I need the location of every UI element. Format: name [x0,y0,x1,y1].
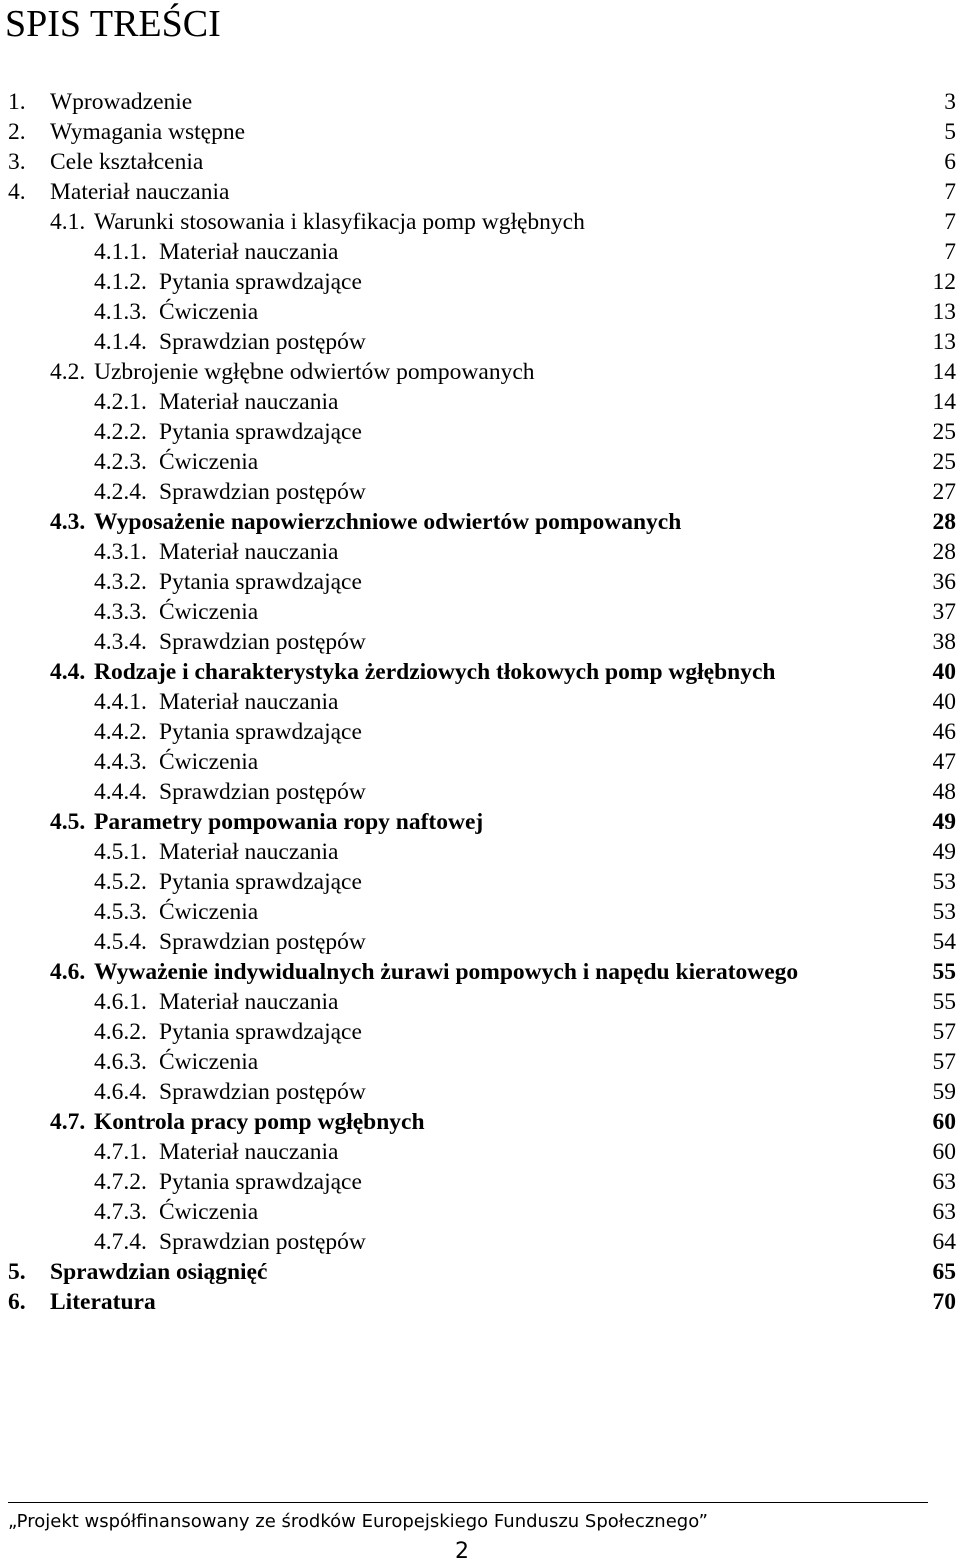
toc-entry[interactable] [0,1137,960,1167]
toc-entry-page: 49 [932,839,956,865]
toc-entry[interactable] [0,237,960,267]
toc-entry-number: 4.7.1. [94,1139,147,1165]
toc-entry-page: 28 [932,509,956,535]
toc-entry-page: 5 [944,119,956,145]
toc-entry-page: 25 [932,449,956,475]
toc-entry-page: 40 [932,689,956,715]
toc-entry[interactable] [0,1197,960,1227]
toc-entry-number: 4.2.1. [94,389,147,415]
toc-entry-page: 40 [932,659,956,685]
toc-entry-number: 6. [8,1289,26,1315]
toc-entry-label: Wymagania wstępne [50,119,245,145]
toc-entry[interactable] [0,897,960,927]
toc-entry-page: 60 [932,1109,956,1135]
toc-entry-label: Materiał nauczania [159,239,339,265]
toc-entry-label: Sprawdzian postępów [159,1229,366,1255]
toc-entry[interactable] [0,867,960,897]
toc-entry-page: 55 [932,989,956,1015]
toc-entry-label: Pytania sprawdzające [159,869,362,895]
page-number: 2 [455,1539,469,1564]
toc-entry-label: Parametry pompowania ropy naftowej [94,809,484,835]
toc-entry-page: 7 [944,239,956,265]
toc-entry-page: 53 [932,869,956,895]
toc-entry-number: 4.3.3. [94,599,147,625]
toc-entry-page: 63 [932,1169,956,1195]
toc-entry[interactable] [0,327,960,357]
toc-entry-number: 4.3.2. [94,569,147,595]
toc-entry-number: 4.3.1. [94,539,147,565]
toc-entry-number: 4.6.4. [94,1079,147,1105]
toc-entry[interactable] [0,477,960,507]
toc-entry[interactable] [0,927,960,957]
toc-entry[interactable] [0,807,960,837]
toc-entry-label: Ćwiczenia [159,299,259,325]
toc-entry-label: Ćwiczenia [159,1049,259,1075]
toc-entry-label: Sprawdzian postępów [159,929,366,955]
toc-entry[interactable] [0,1077,960,1107]
toc-entry-label: Ćwiczenia [159,749,259,775]
toc-entry-number: 4.3.4. [94,629,147,655]
toc-entry-label: Ćwiczenia [159,899,259,925]
toc-entry-label: Pytania sprawdzające [159,269,362,295]
toc-entry[interactable] [0,267,960,297]
toc-entry-number: 4.2.4. [94,479,147,505]
toc-entry[interactable] [0,417,960,447]
toc-entry-page: 70 [932,1289,956,1315]
toc-entry-label: Ćwiczenia [159,599,259,625]
toc-entry-number: 4.3. [50,509,86,535]
toc-entry-number: 4.2.2. [94,419,147,445]
toc-entry-label: Pytania sprawdzające [159,1169,362,1195]
toc-entry[interactable] [0,117,960,147]
toc-entry-page: 3 [944,89,956,115]
toc-entry-number: 4.7.3. [94,1199,147,1225]
toc-entry-label: Sprawdzian osiągnięć [50,1259,268,1285]
toc-entry-page: 46 [932,719,956,745]
toc-entry[interactable] [0,747,960,777]
toc-entry-page: 47 [932,749,956,775]
toc-entry[interactable] [0,1107,960,1137]
toc-entry[interactable] [0,657,960,687]
toc-entry[interactable] [0,597,960,627]
toc-entry-number: 2. [8,119,26,145]
toc-entry-label: Rodzaje i charakterystyka żerdziowych tłokowych pomp wgłębnych [94,659,776,685]
toc-entry-page: 57 [932,1049,956,1075]
toc-entry-label: Wprowadzenie [50,89,193,115]
toc-entry-number: 4.4.1. [94,689,147,715]
toc-entry-label: Literatura [50,1289,156,1315]
toc-entry-page: 54 [932,929,956,955]
toc-entry[interactable] [0,537,960,567]
toc-entry[interactable] [0,567,960,597]
toc-entry-label: Materiał nauczania [159,989,339,1015]
toc-entry-label: Ćwiczenia [159,1199,259,1225]
toc-entry-number: 4.4.2. [94,719,147,745]
toc-entry-number: 4.5.1. [94,839,147,865]
toc-entry-page: 48 [932,779,956,805]
toc-entry-number: 4.4.4. [94,779,147,805]
toc-entry-page: 13 [932,329,956,355]
toc-entry-label: Wyposażenie napowierzchniowe odwiertów pompowanych [94,509,682,535]
toc-entry-page: 63 [932,1199,956,1225]
toc-entry-number: 4.4. [50,659,86,685]
toc-entry-number: 5. [8,1259,26,1285]
toc-entry-page: 7 [944,179,956,205]
toc-entry-label: Warunki stosowania i klasyfikacja pomp wgłębnych [94,209,585,235]
toc-entry[interactable] [0,207,960,237]
toc-entry[interactable] [0,1047,960,1077]
toc-entry-page: 49 [932,809,956,835]
toc-entry-page: 65 [932,1259,956,1285]
toc-entry-number: 4.1.4. [94,329,147,355]
toc-entry[interactable] [0,987,960,1017]
toc-entry-number: 4. [8,179,26,205]
toc-entry[interactable] [0,1287,960,1317]
toc-entry[interactable] [0,447,960,477]
toc-entry-label: Materiał nauczania [159,539,339,565]
toc-entry-page: 13 [932,299,956,325]
toc-entry[interactable] [0,297,960,327]
toc-entry-page: 7 [944,209,956,235]
toc-entry[interactable] [0,147,960,177]
toc-entry-number: 4.5.4. [94,929,147,955]
toc-entry-page: 38 [932,629,956,655]
toc-entry-page: 6 [944,149,956,175]
toc-entry-page: 28 [932,539,956,565]
toc-entry-number: 4.6.1. [94,989,147,1015]
toc-entry-label: Materiał nauczania [159,389,339,415]
toc-entry[interactable] [0,717,960,747]
toc-entry-page: 64 [932,1229,956,1255]
toc-entry-page: 14 [932,389,956,415]
toc-entry-page: 37 [932,599,956,625]
toc-entry-label: Sprawdzian postępów [159,1079,366,1105]
toc-entry-number: 4.1.3. [94,299,147,325]
toc-entry-label: Pytania sprawdzające [159,569,362,595]
toc-entry-label: Pytania sprawdzające [159,419,362,445]
toc-entry-number: 4.7.2. [94,1169,147,1195]
toc-entry-number: 1. [8,89,26,115]
toc-entry-label: Sprawdzian postępów [159,329,366,355]
toc-entry-label: Materiał nauczania [159,1139,339,1165]
toc-entry[interactable] [0,387,960,417]
toc-entry-page: 57 [932,1019,956,1045]
toc-entry[interactable] [0,777,960,807]
toc-entry-page: 27 [932,479,956,505]
toc-entry-page: 12 [932,269,956,295]
toc-entry-page: 59 [932,1079,956,1105]
toc-entry-number: 4.7.4. [94,1229,147,1255]
toc-entry-page: 60 [932,1139,956,1165]
toc-entry-label: Sprawdzian postępów [159,779,366,805]
toc-entry-label: Sprawdzian postępów [159,629,366,655]
toc-entry[interactable] [0,507,960,537]
toc-entry-number: 4.1.2. [94,269,147,295]
toc-entry-page: 55 [932,959,956,985]
toc-entry[interactable] [0,957,960,987]
toc-entry-number: 4.2.3. [94,449,147,475]
toc-entry-number: 4.6.2. [94,1019,147,1045]
table-of-contents [0,87,960,1317]
toc-entry[interactable] [0,1167,960,1197]
toc-entry-label: Pytania sprawdzające [159,719,362,745]
toc-entry-number: 4.5.3. [94,899,147,925]
toc-entry-label: Wyważenie indywidualnych żurawi pompowych i napędu kieratowego [94,959,799,985]
toc-entry-page: 14 [932,359,956,385]
toc-entry-label: Ćwiczenia [159,449,259,475]
toc-entry[interactable] [0,357,960,387]
toc-entry[interactable] [0,1017,960,1047]
toc-entry-number: 4.4.3. [94,749,147,775]
toc-entry-label: Uzbrojenie wgłębne odwiertów pompowanych [94,359,535,385]
footer-text: „Projekt współfinansowany ze środków Europejskiego Funduszu Społecznego” [8,1511,708,1532]
toc-entry-page: 36 [932,569,956,595]
toc-entry-number: 4.1. [50,209,86,235]
toc-entry-label: Kontrola pracy pomp wgłębnych [94,1109,425,1135]
toc-entry-number: 4.6.3. [94,1049,147,1075]
toc-entry-number: 4.7. [50,1109,86,1135]
toc-entry[interactable] [0,87,960,117]
toc-entry-label: Sprawdzian postępów [159,479,366,505]
toc-entry[interactable] [0,837,960,867]
toc-entry[interactable] [0,1257,960,1287]
toc-entry-label: Materiał nauczania [159,839,339,865]
toc-entry[interactable] [0,627,960,657]
toc-entry-label: Materiał nauczania [50,179,230,205]
toc-entry[interactable] [0,1227,960,1257]
toc-entry-number: 4.6. [50,959,86,985]
page-title: SPIS TREŚCI [5,3,221,45]
toc-entry-number: 4.5.2. [94,869,147,895]
toc-entry-number: 4.2. [50,359,86,385]
toc-entry-number: 4.1.1. [94,239,147,265]
toc-entry-label: Pytania sprawdzające [159,1019,362,1045]
toc-entry-page: 53 [932,899,956,925]
toc-entry-label: Materiał nauczania [159,689,339,715]
toc-entry[interactable] [0,177,960,207]
toc-entry[interactable] [0,687,960,717]
toc-entry-number: 4.5. [50,809,86,835]
footer-divider [8,1502,928,1503]
toc-entry-page: 25 [932,419,956,445]
toc-entry-number: 3. [8,149,26,175]
toc-entry-label: Cele kształcenia [50,149,204,175]
